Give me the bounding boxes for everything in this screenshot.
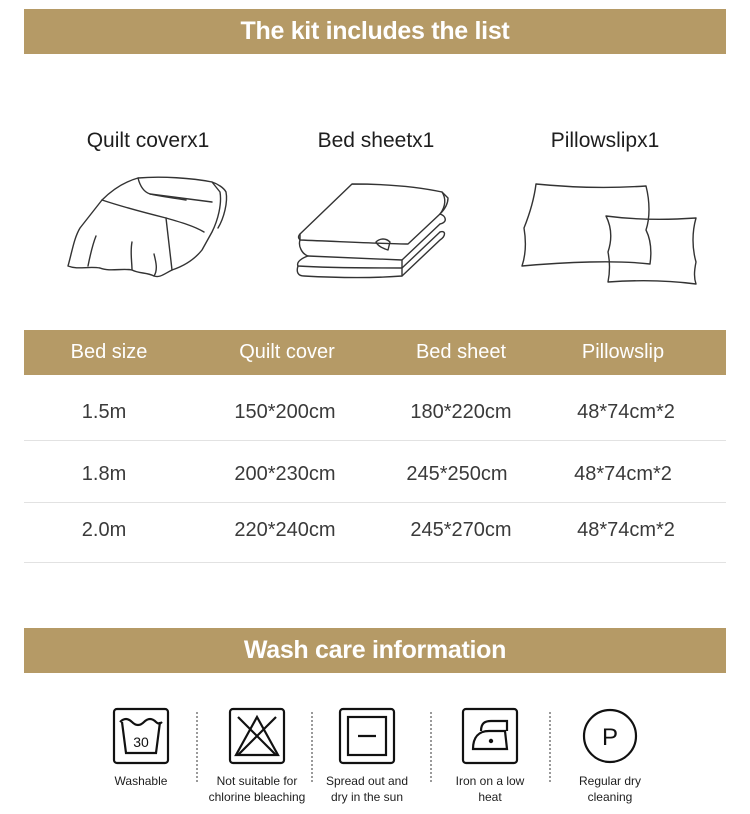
header-bed-size: Bed size (70, 341, 148, 363)
header-bed-sheet: Bed sheet (415, 341, 507, 363)
care-label-line2: cleaning (587, 790, 633, 804)
kit-title: The kit includes the list (240, 17, 510, 45)
table-row (24, 503, 726, 563)
iron-low-icon (461, 707, 519, 765)
care-label-line1: Iron on a low (455, 774, 525, 788)
cell-pillowslip: 48*74cm*2 (577, 519, 675, 541)
bed-sheet-icon (290, 176, 460, 284)
care-item-washable (81, 707, 201, 789)
cell-quilt-cover: 150*200cm (234, 401, 336, 423)
cell-bed-sheet: 245*250cm (406, 463, 508, 485)
care-label (550, 773, 670, 805)
care-item-dry-clean (550, 707, 670, 805)
cell-quilt-cover: 200*230cm (234, 463, 336, 485)
care-item-dry-flat (307, 707, 427, 805)
cell-quilt-cover: 220*240cm (234, 519, 336, 541)
table-row (24, 441, 726, 503)
dry-flat-icon (338, 707, 396, 765)
kit-item-pillowslip (505, 126, 705, 156)
care-label-line1: Spread out and (325, 774, 409, 788)
cell-bed-size: 2.0m (81, 519, 127, 541)
care-label (197, 773, 317, 805)
care-label-line1: Not suitable for (216, 774, 298, 788)
table-row (24, 375, 726, 441)
wash-title-banner (24, 628, 726, 673)
care-label (307, 773, 427, 805)
wash-temp: 30 (133, 734, 149, 750)
header-pillowslip: Pillowslip (581, 341, 665, 363)
size-table-header (24, 330, 726, 375)
cell-pillowslip: 48*74cm*2 (574, 463, 672, 485)
care-label-line2: heat (478, 790, 502, 804)
dry-clean-icon (581, 707, 639, 765)
kit-item-label: Quilt coverx1 (86, 129, 210, 152)
quilt-cover-icon (62, 172, 232, 282)
washable-30-icon (112, 707, 170, 765)
pillowslip-icon (516, 178, 706, 286)
care-label-line1: Regular dry (578, 774, 642, 788)
kit-item-label: Pillowslipx1 (550, 129, 660, 152)
header-quilt-cover: Quilt cover (239, 341, 335, 363)
care-label (430, 773, 550, 805)
cell-bed-sheet: 180*220cm (410, 401, 512, 423)
kit-title-banner (24, 9, 726, 54)
care-item-iron-low (430, 707, 550, 805)
care-label-line2: chlorine bleaching (208, 790, 306, 804)
care-label-line2: dry in the sun (330, 790, 404, 804)
size-table (24, 330, 726, 563)
care-label (81, 773, 201, 789)
kit-item-label: Bed sheetx1 (317, 129, 435, 152)
kit-item-bed-sheet (276, 126, 476, 156)
cell-pillowslip: 48*74cm*2 (577, 401, 675, 423)
cell-bed-sheet: 245*270cm (410, 519, 512, 541)
dry-clean-letter: P (601, 724, 619, 751)
cell-bed-size: 1.5m (81, 401, 127, 423)
care-label-line1: Washable (114, 774, 168, 788)
no-bleach-icon (228, 707, 286, 765)
wash-title: Wash care information (243, 636, 507, 664)
cell-bed-size: 1.8m (81, 463, 127, 485)
kit-item-quilt-cover (48, 126, 248, 156)
care-item-no-bleach (197, 707, 317, 805)
